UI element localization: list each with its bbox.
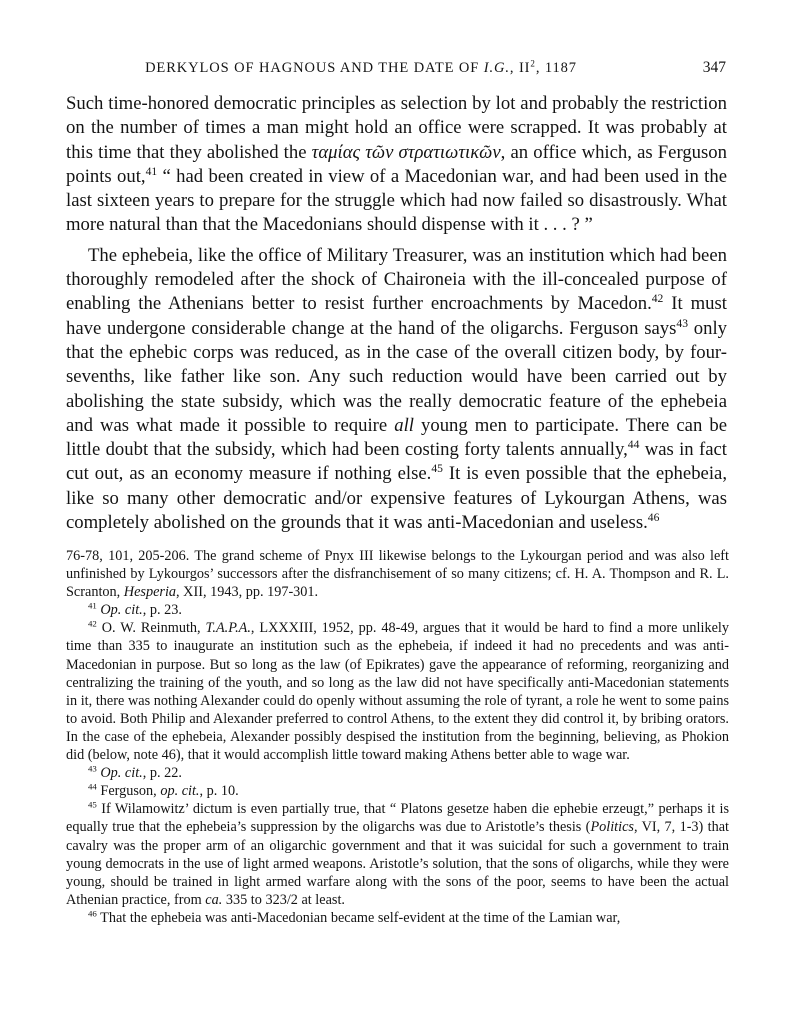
footnote-ref-44: 44 [627,437,640,451]
running-header [66,58,726,80]
footnote-43 [66,764,729,782]
text-run: If Wilamowitz’ dictum is even partially true, that “ Platons gesetze haben die ephebie erzeugt,” perhaps it is equally true that the ephebeia’s suppression by the oligarchs was due to Aristotle’s thesis ( [66,801,729,836]
journal-title: T.A.P.A. [205,620,251,637]
emphasis: all [394,414,414,436]
paragraph-2 [66,244,727,536]
text-run: The ephebeia, like the office of Military Treasurer, was an institution which had been thoroughly remodeled after the shock of Chaironeia with the ill-concealed purpose of enabling the Athenians better to resist further encroachments by Macedon. [66,244,727,315]
title-italic: I.G. [483,60,510,76]
text-run: , p. 10. [199,783,239,800]
title-superscript: 2 [530,58,536,69]
text-run: It is even possible that the ephebeia, like so many other democratic and/or expensive features of Lykourgan Athens, was completely abolished on the grounds that it was anti-Macedonian and useless. [66,463,727,534]
text-run: only that the ephebic corps was reduced, as in the case of the overall citizen body, by four-sevenths, like father like son. Any such reduction would have been carried out by abolishing the state subsidy, which was the really democratic feature of the ephebeia and was what made it possible to require [66,317,727,436]
italic-text: op. cit. [160,783,200,800]
text-run: It must have undergone considerable change at the hand of the oligarchs. Ferguson says [66,293,727,339]
footnote-ref-43: 43 [676,316,688,330]
work-title: Politics [590,819,634,836]
footnote-number: 44 [88,781,97,792]
title-text: , II [509,60,531,76]
text-run: 76-78, 101, 205-206. The grand scheme of Pnyx III likewise belongs to the Lykourgan period and was also left unfinished by Lykourgos’ successors after the disfranchisement of so many citizens; cf. H. A. Thompson and R. L. Scranton, [66,548,729,601]
footnotes [66,547,729,927]
text-run: “ had been created in view of a Macedonian war, and had been used in the last sixteen years to prepare for the struggle which had now failed so disastrously. What more natural than that the Macedonians should dispense with it . . . ? ” [66,165,727,236]
text-run: , XII, 1943, pp. 197-301. [176,584,319,601]
text-run: , an office which, as Ferguson points out, [66,141,727,187]
footnote-ref-46: 46 [647,510,660,524]
footnote-45 [66,800,729,909]
italic-text: Op. cit. [100,602,143,619]
running-head-title [66,60,656,77]
text-run: , VI, 7, 1-3) that cavalry was the proper arm of an oligarchic government and that it was suicidal for such a government to train young democrats in the use of light armed weapons. Aristotle’s solution, that the sons of oligarchs, while they were young, should be trained in light armed warfare along with the sons of the poor, seems to have been the actual Athenian practice, from [66,819,730,908]
text-run: , LXXXIII, 1952, pp. 48-49, argues that it would be hard to find a more unlikely time than 335 to inaugurate an institution such as the ephebeia, if indeed it had no precedents and was anti-Macedonian in purpose. But so long as the law (of Epikrates) gave the appearance of reforming, reorganizing and centralizing the training of the youth, and so long as the law did not have specifically anti-Macedonian statements in it, there was nothing Alexander could do openly without assuming the role of tyrant, a role he went to some pains to avoid. Both Philip and Alexander preferred to control Athens, to the extent they did control it, by bribing orators. In the case of the ephebeia, Alexander possibly despised the institution from the beginning, believing, as Phokion did (below, note 46), that it would accomplish little toward making Athens better able to wage war. [66,620,729,764]
footnote-46 [66,909,729,927]
text-run: was in fact cut out, as an economy measure if nothing else. [66,439,727,485]
footnote-number: 41 [88,600,97,611]
text-run: , p. 22. [142,765,182,782]
footnote-ref-41: 41 [145,164,158,178]
journal-title: Hesperia [123,584,177,601]
paragraph-1 [66,92,727,238]
footnote-44 [66,782,729,800]
footnote-ref-45: 45 [431,462,443,476]
text-run: 335 to 323/2 at least. [222,891,345,908]
text-run: young men to participate. There can be little doubt that the subsidy, which had been costing forty talents annually, [66,414,727,461]
title-text: DERKYLOS OF HAGNOUS AND THE DATE OF [145,60,484,76]
footnote-continuation [66,547,729,601]
text-run: That the ephebeia was anti-Macedonian became self-evident at the time of the Lamian war, [100,909,621,926]
title-text: , 1187 [535,60,577,76]
italic-text: Op. cit. [100,765,143,782]
footnote-ref-42: 42 [651,292,664,306]
page-number: 347 [702,59,726,76]
text-run: O. W. Reinmuth, [101,620,206,637]
footnote-number: 43 [88,763,97,774]
footnote-41 [66,601,729,619]
text-run: Ferguson, [100,783,161,800]
footnote-number: 45 [88,799,97,810]
main-text [66,92,727,535]
greek-phrase: ταμίας τῶν στρατιωτικῶν [311,141,501,163]
text-run: , p. 23. [142,602,182,619]
text-run: Such time-honored democratic principles as selection by lot and probably the restriction on the number of times a man might hold an office were scrapped. It was probably at this time that they abolished the [66,93,727,163]
footnote-number: 46 [88,908,97,919]
footnote-42 [66,619,729,764]
italic-text: ca. [205,891,223,908]
footnote-number: 42 [88,618,97,629]
